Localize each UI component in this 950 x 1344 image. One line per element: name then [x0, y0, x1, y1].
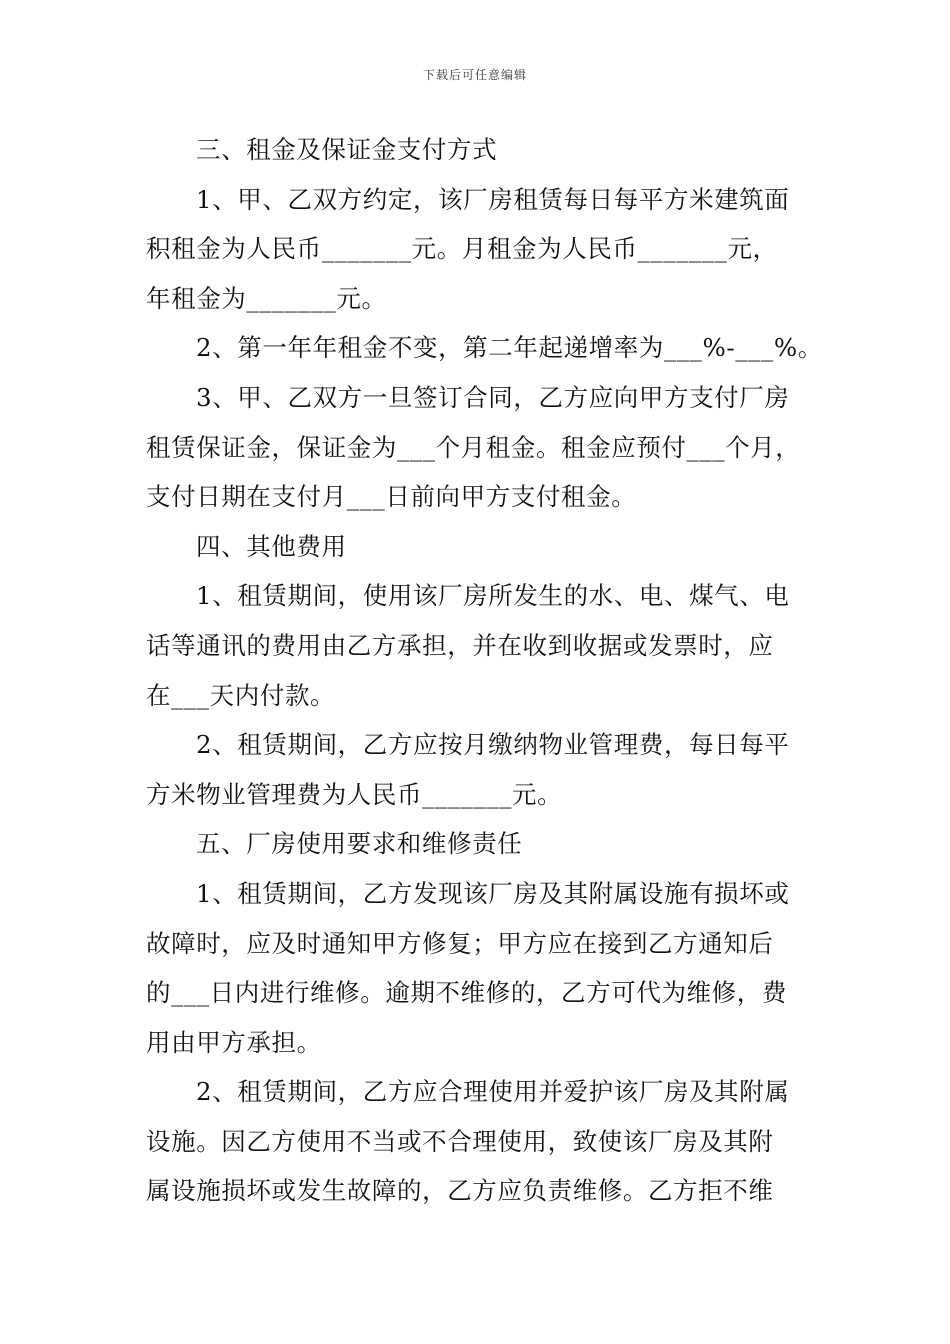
paragraph-line: 年租金为_______元。: [146, 283, 387, 313]
paragraph-line: 的___日内进行维修。逾期不维修的，乙方可代为维修，费: [146, 978, 787, 1008]
paragraph-line: 2、租赁期间，乙方应合理使用并爱护该厂房及其附属: [196, 1077, 790, 1107]
header-note: 下载后可任意编辑: [422, 68, 527, 82]
paragraph-line: 1、租赁期间，使用该厂房所发生的水、电、煤气、电: [196, 581, 790, 611]
section-heading-rent-payment: 三、租金及保证金支付方式: [196, 135, 498, 164]
paragraph-line: 用由甲方承担。: [146, 1027, 322, 1057]
section-heading-usage-maintenance: 五、厂房使用要求和维修责任: [196, 829, 523, 859]
section-heading-other-fees: 四、其他费用: [196, 531, 347, 561]
paragraph-line: 1、甲、乙双方约定，该厂房租赁每日每平方米建筑面: [196, 184, 790, 214]
paragraph-line: 2、第一年年租金不变，第二年起递增率为___%-___%。: [196, 333, 823, 363]
paragraph-line: 积租金为人民币_______元。月租金为人民币_______元，: [146, 234, 778, 264]
paragraph-line: 支付日期在支付月___日前向甲方支付租金。: [146, 482, 637, 512]
paragraph-line: 设施。因乙方使用不当或不合理使用，致使该厂房及其附: [146, 1126, 774, 1156]
paragraph-line: 方米物业管理费为人民币_______元。: [146, 779, 563, 809]
paragraph-line: 3、甲、乙双方一旦签订合同，乙方应向甲方支付厂房: [196, 382, 790, 412]
document-body: [146, 125, 823, 1216]
paragraph-line: 2、租赁期间，乙方应按月缴纳物业管理费，每日每平: [196, 730, 790, 760]
paragraph-line: 故障时，应及时通知甲方修复；甲方应在接到乙方通知后: [146, 928, 774, 958]
paragraph-line: 1、租赁期间，乙方发现该厂房及其附属设施有损坏或: [196, 878, 790, 908]
paragraph-line: 在___天内付款。: [146, 680, 336, 710]
paragraph-line: 租赁保证金，保证金为___个月租金。租金应预付___个月，: [146, 432, 801, 462]
paragraph-line: 话等通讯的费用由乙方承担，并在收到收据或发票时，应: [146, 630, 774, 660]
paragraph-line: 属设施损坏或发生故障的，乙方应负责维修。乙方拒不维: [146, 1176, 774, 1206]
